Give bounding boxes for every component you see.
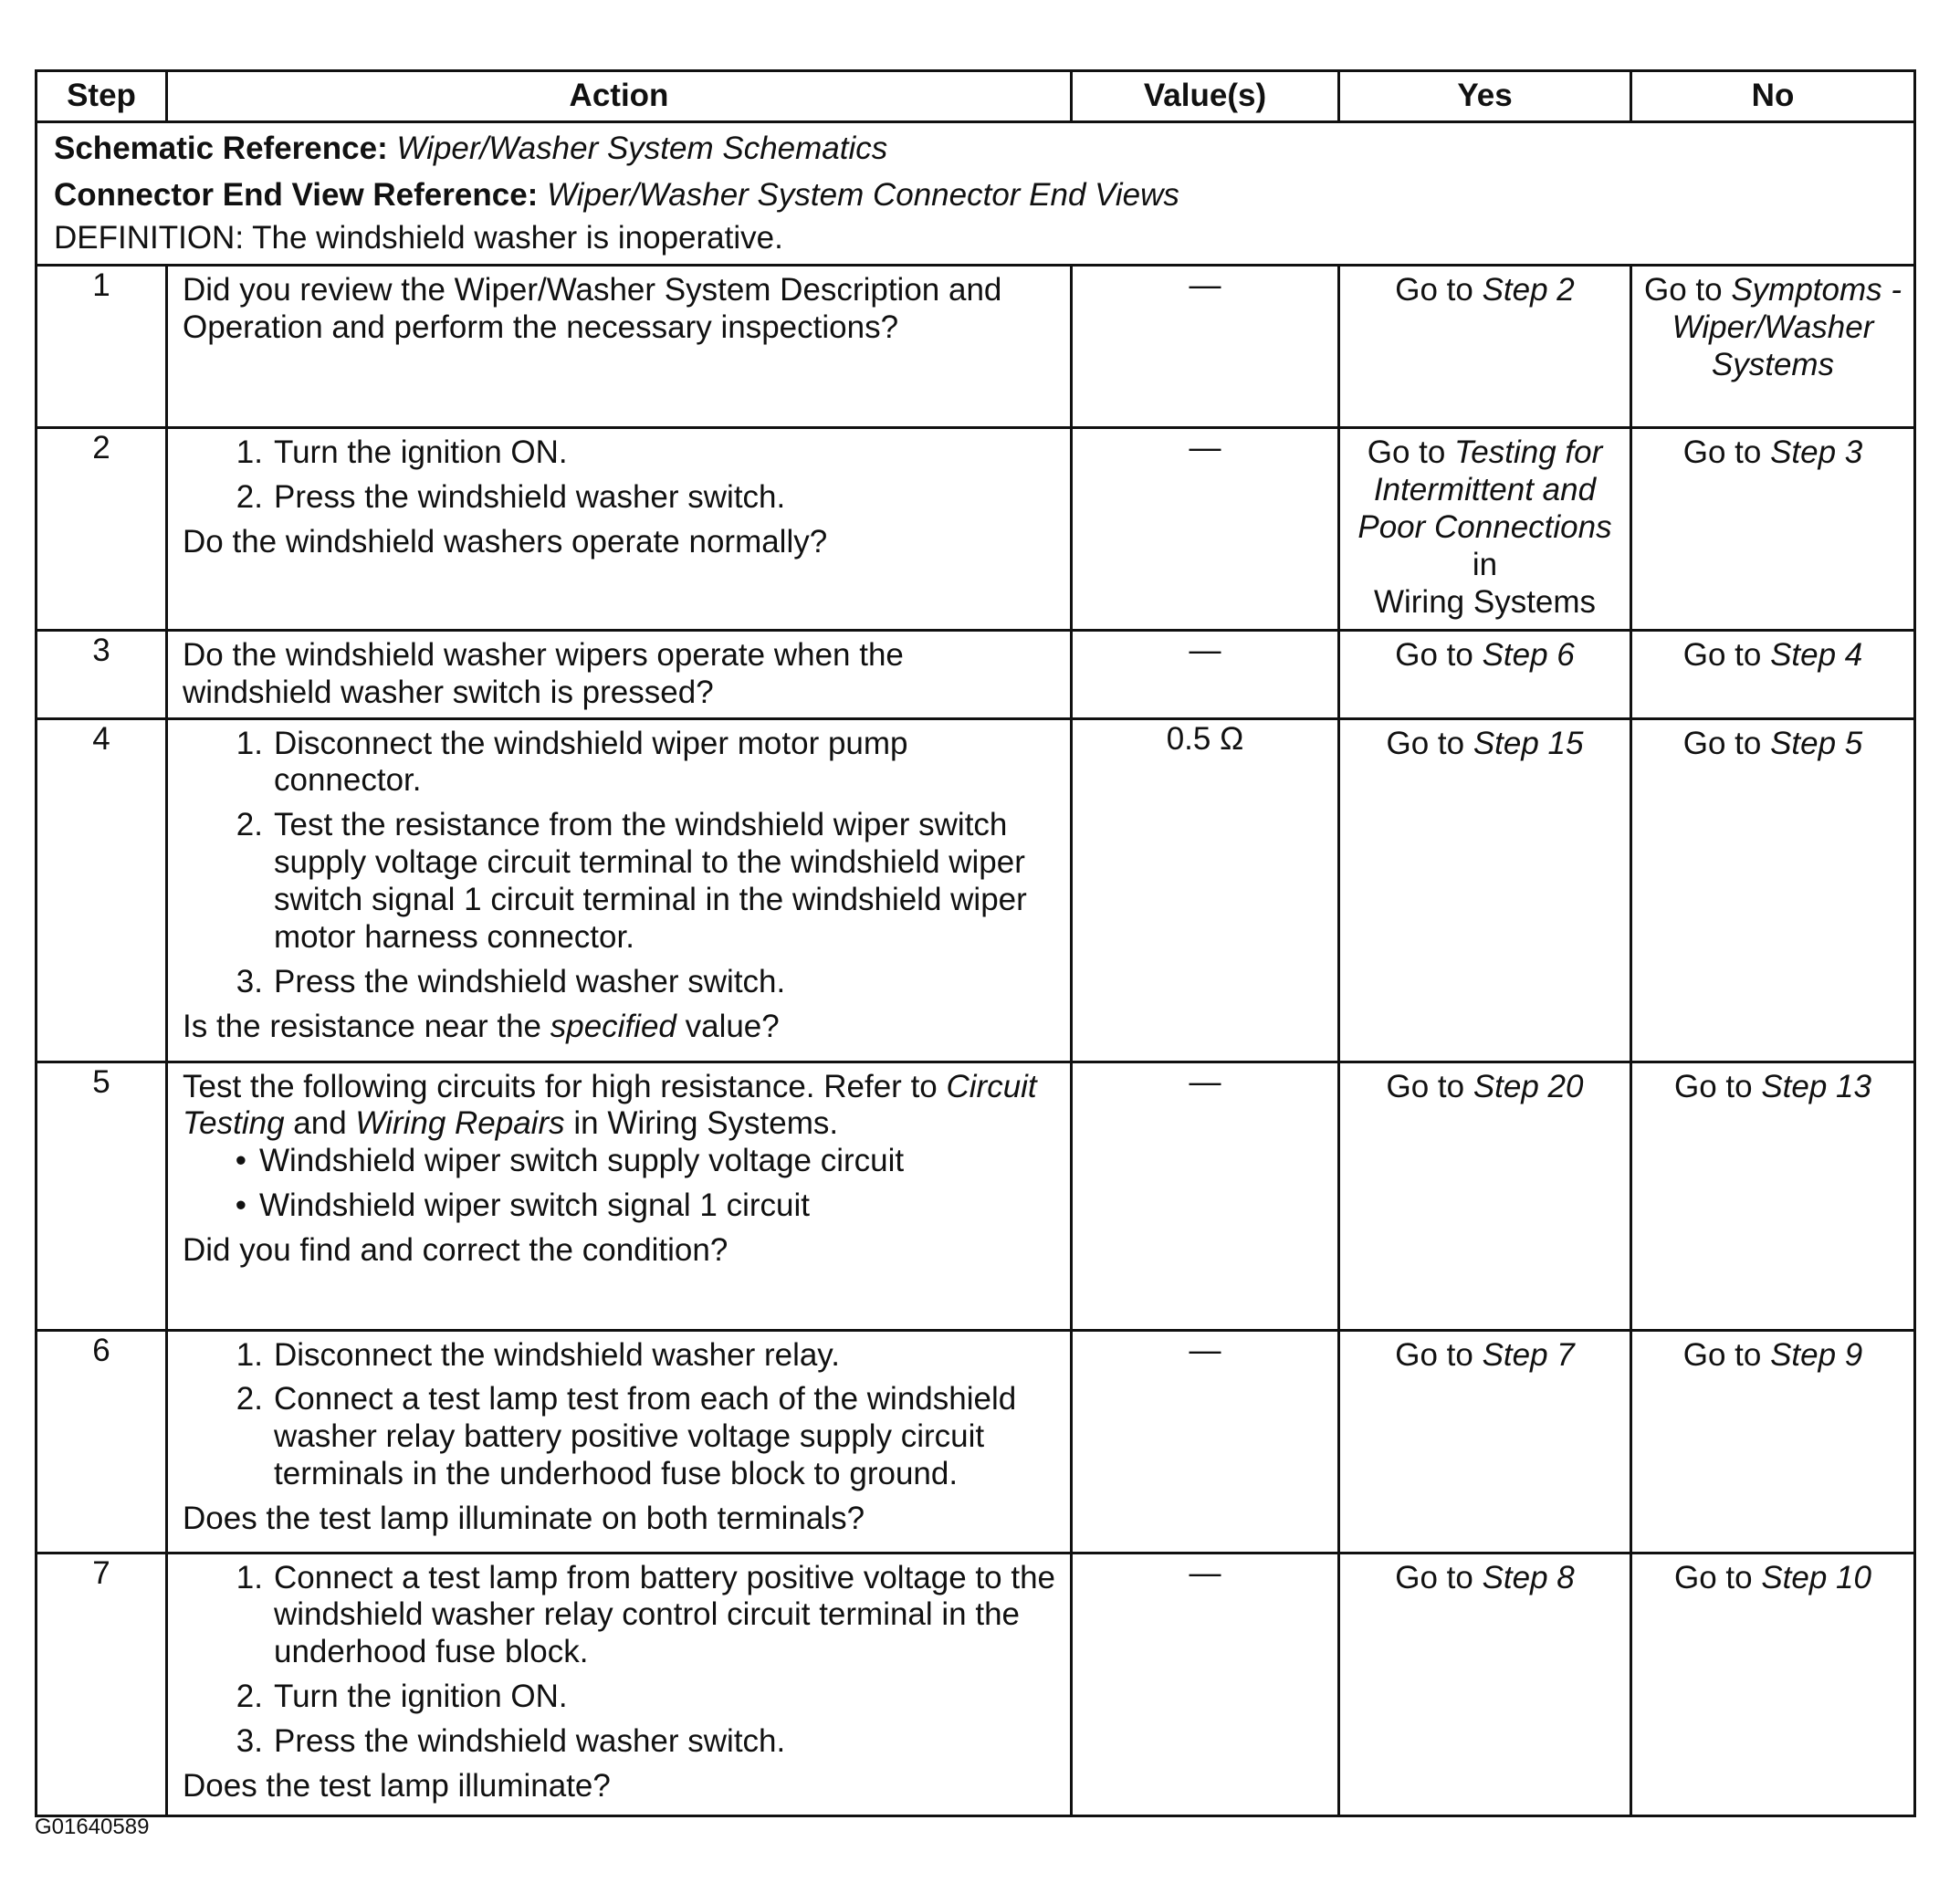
yes-cell: Go to Step 6: [1339, 630, 1631, 718]
goto-step-link[interactable]: Step 4: [1770, 636, 1863, 673]
yes-cell: Go to Step 8: [1339, 1553, 1631, 1815]
action-question: Do the windshield washers operate normally?: [183, 523, 828, 560]
header-step: Step: [37, 71, 167, 122]
list-item: • Windshield wiper switch signal 1 circuit: [235, 1187, 810, 1224]
no-cell: Go to Step 5: [1631, 718, 1915, 1062]
value-cell: —: [1072, 1330, 1339, 1553]
action-question: Does the test lamp illuminate on both terminals?: [183, 1501, 865, 1537]
goto-step-link[interactable]: Step 5: [1770, 725, 1863, 761]
yes-cell: Go to Step 2: [1339, 265, 1631, 427]
list-item: 1. Disconnect the windshield wiper motor pump connector.: [236, 725, 908, 799]
list-item: 1. Turn the ignition ON.: [236, 434, 568, 470]
definition-text: DEFINITION: The windshield washer is inoperative.: [54, 219, 783, 256]
action-cell: [167, 1553, 1072, 1815]
step-row-6: [37, 1330, 1915, 1553]
action-list: [183, 434, 1057, 517]
list-item: 2. Turn the ignition ON.: [236, 1679, 568, 1715]
action-intro: Test the following circuits for high resistance. Refer to Circuit Testing and Wiring Repairs in Wiring Systems.: [183, 1068, 1037, 1142]
schematic-reference-link[interactable]: Wiper/Washer System Schematics: [396, 130, 888, 166]
circuit-list: [183, 1143, 1057, 1225]
goto-step-link[interactable]: Step 8: [1482, 1559, 1575, 1595]
value-cell: —: [1072, 427, 1339, 630]
header-values: Value(s): [1072, 71, 1339, 122]
reference-row: [37, 121, 1915, 265]
wiring-repairs-link[interactable]: Wiring Repairs: [355, 1105, 565, 1142]
list-item: • Windshield wiper switch supply voltage circuit: [235, 1143, 905, 1179]
yes-cell: Go to Testing for Intermittent and Poor Connections in Wiring Systems: [1339, 427, 1631, 630]
yes-cell: Go to Step 15: [1339, 718, 1631, 1062]
list-item: 2. Press the windshield washer switch.: [236, 478, 786, 515]
yes-cell: Go to Step 20: [1339, 1062, 1631, 1330]
action-question: Does the test lamp illuminate?: [183, 1768, 611, 1805]
action-list: [183, 726, 1057, 1002]
goto-symptoms-link[interactable]: Symptoms - Wiper/Washer Systems: [1672, 271, 1902, 382]
goto-step-link[interactable]: Step 6: [1482, 636, 1575, 673]
step-row-7: [37, 1553, 1915, 1815]
goto-step-link[interactable]: Step 2: [1482, 271, 1575, 308]
header-row: [37, 71, 1915, 122]
connector-reference: Connector End View Reference: Wiper/Washer System Connector End Views: [54, 176, 1179, 213]
list-item: 1. Connect a test lamp from battery positive voltage to the windshield washer relay control circuit terminal in the underhood fuse block.: [236, 1559, 1055, 1670]
no-cell: Go to Step 13: [1631, 1062, 1915, 1330]
goto-step-link[interactable]: Step 10: [1761, 1559, 1871, 1595]
step-number: 4: [37, 718, 167, 1062]
action-cell: [167, 718, 1072, 1062]
goto-step-link[interactable]: Step 13: [1761, 1068, 1871, 1104]
no-cell: Go to Step 9: [1631, 1330, 1915, 1553]
step-number: 5: [37, 1062, 167, 1330]
step-number: 3: [37, 630, 167, 718]
action-cell: Did you review the Wiper/Washer System Description and Operation and perform the necessary inspections?: [167, 265, 1072, 427]
step-number: 2: [37, 427, 167, 630]
no-cell: Go to Step 3: [1631, 427, 1915, 630]
schematic-reference: Schematic Reference: Wiper/Washer System Schematics: [54, 130, 888, 166]
diagnostic-table: [35, 69, 1916, 1817]
action-cell: [167, 1330, 1072, 1553]
list-item: 3. Press the windshield washer switch.: [236, 964, 786, 1000]
list-item: 1. Disconnect the windshield washer relay.: [236, 1336, 840, 1373]
circuit-testing-link[interactable]: Circuit Testing: [183, 1068, 1037, 1142]
goto-step-link[interactable]: Step 7: [1482, 1336, 1575, 1373]
goto-step-link[interactable]: Step 3: [1770, 434, 1863, 470]
list-item: 3. Press the windshield washer switch.: [236, 1723, 786, 1760]
value-cell: —: [1072, 630, 1339, 718]
goto-step-link[interactable]: Step 20: [1473, 1068, 1584, 1104]
value-cell: 0.5 Ω: [1072, 718, 1339, 1062]
action-question: Is the resistance near the specified value?: [183, 1009, 780, 1045]
action-list: [183, 1560, 1057, 1762]
no-cell: Go to Step 4: [1631, 630, 1915, 718]
figure-id: G01640589: [35, 1815, 150, 1839]
action-list: [183, 1337, 1057, 1494]
header-action: Action: [167, 71, 1072, 122]
step-row-3: [37, 630, 1915, 718]
step-row-1: [37, 265, 1915, 427]
connector-reference-link[interactable]: Wiper/Washer System Connector End Views: [547, 176, 1179, 213]
header-yes: Yes: [1339, 71, 1631, 122]
step-number: 1: [37, 265, 167, 427]
goto-testing-link[interactable]: Testing for Intermittent and Poor Connections: [1357, 434, 1612, 545]
step-row-5: [37, 1062, 1915, 1330]
list-item: 2. Test the resistance from the windshield wiper switch supply voltage circuit terminal to the windshield wiper switch signal 1 circuit terminal in the windshield wiper motor harness connector.: [236, 807, 1027, 956]
no-cell: Go to Symptoms - Wiper/Washer Systems: [1631, 265, 1915, 427]
list-item: 2. Connect a test lamp test from each of the windshield washer relay battery positive voltage supply circuit terminals in the underhood fuse block to ground.: [236, 1381, 1017, 1492]
action-question: Did you find and correct the condition?: [183, 1232, 728, 1269]
value-cell: —: [1072, 265, 1339, 427]
yes-cell: Go to Step 7: [1339, 1330, 1631, 1553]
step-number: 6: [37, 1330, 167, 1553]
value-cell: —: [1072, 1553, 1339, 1815]
value-cell: —: [1072, 1062, 1339, 1330]
step-row-2: [37, 427, 1915, 630]
action-cell: Do the windshield washer wipers operate when the windshield washer switch is pressed?: [167, 630, 1072, 718]
goto-step-link[interactable]: Step 9: [1770, 1336, 1863, 1373]
header-no: No: [1631, 71, 1915, 122]
action-cell: [167, 1062, 1072, 1330]
no-cell: Go to Step 10: [1631, 1553, 1915, 1815]
goto-step-link[interactable]: Step 15: [1473, 725, 1584, 761]
step-number: 7: [37, 1553, 167, 1815]
step-row-4: [37, 718, 1915, 1062]
action-cell: [167, 427, 1072, 630]
